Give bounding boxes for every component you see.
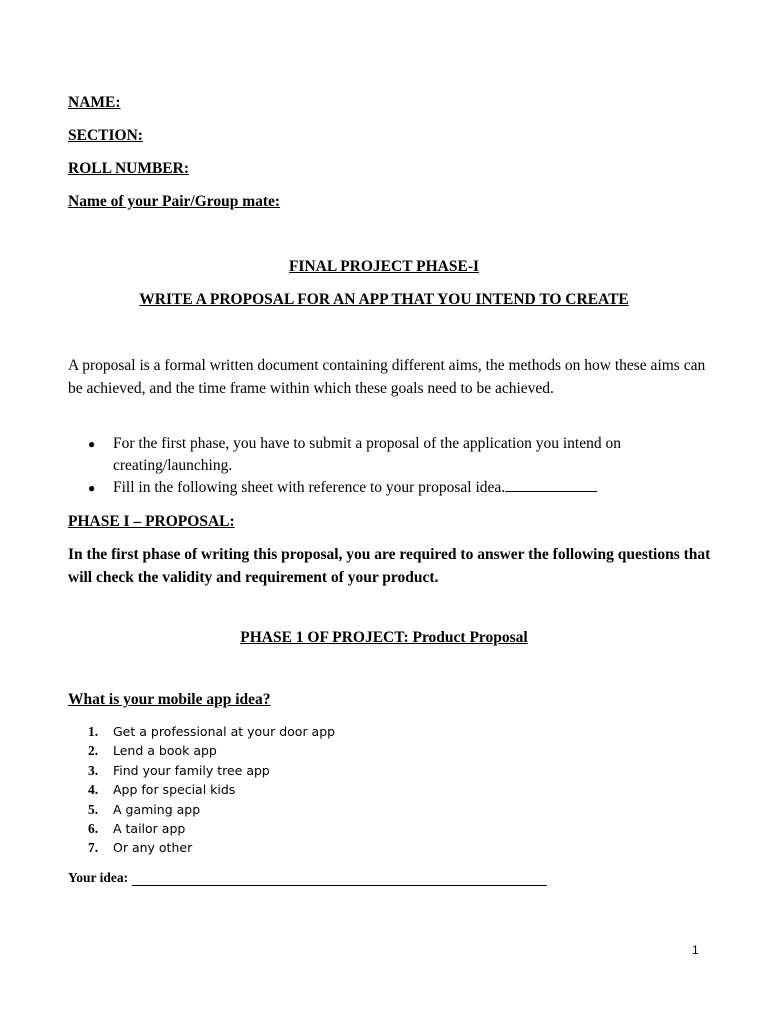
phase-instruction: In the first phase of writing this proposal, you are required to answer the following questions that will check the validity and requirement of your product. [68,546,711,586]
group-mate-label: Name of your Pair/Group mate: [68,193,281,210]
phase-subtitle: PHASE 1 OF PROJECT: Product Proposal [240,629,528,646]
list-number: 6. [88,821,99,837]
your-idea-label: Your idea: [68,870,129,885]
fill-in-blank [505,477,597,492]
list-item [88,741,335,760]
instruction-list [88,433,708,499]
project-title: FINAL PROJECT PHASE-I [288,258,480,275]
bullet-text: For the first phase, you have to submit a proposal of the application you intend on creating/launching. [113,435,621,474]
list-item [88,477,708,499]
list-text: A tailor app [113,821,186,837]
list-item [88,761,335,780]
your-idea-input-line[interactable] [132,871,547,886]
list-number: 1. [88,724,99,739]
project-subtitle: WRITE A PROPOSAL FOR AN APP THAT YOU INTEND TO CREATE [139,291,629,308]
roll-number-label: ROLL NUMBER: [68,160,189,177]
question-label: What is your mobile app idea? [68,691,271,708]
your-idea-row [68,870,547,886]
page-number: 1 [692,943,699,957]
list-item [88,433,708,477]
section-label: SECTION: [68,127,143,144]
list-item [88,800,335,819]
bullet-icon: ● [88,437,96,451]
list-text: App for special kids [113,782,236,798]
list-text: Lend a book app [113,743,217,759]
bullet-text: Fill in the following sheet with reference to your proposal idea. [113,479,506,496]
list-number: 3. [88,762,99,778]
bullet-icon: ● [88,481,96,495]
phase-heading: PHASE I – PROPOSAL: [68,513,235,530]
list-text: Or any other [113,840,193,856]
list-text: Find your family tree app [113,762,270,778]
list-number: 5. [88,801,99,817]
intro-paragraph: A proposal is a formal written document containing different aims, the methods on how these aims can be achieved, and the time frame within which these goals need to be achieved. [68,357,706,397]
list-item [88,780,335,799]
list-number: 4. [88,782,99,798]
list-item [88,838,335,857]
list-text: A gaming app [113,801,201,817]
list-text: Get a professional at your door app [113,724,336,739]
list-item [88,722,335,741]
list-number: 2. [88,743,99,759]
list-number: 7. [88,840,99,856]
name-label: NAME: [68,94,121,111]
list-item [88,819,335,838]
app-idea-list [88,722,335,858]
